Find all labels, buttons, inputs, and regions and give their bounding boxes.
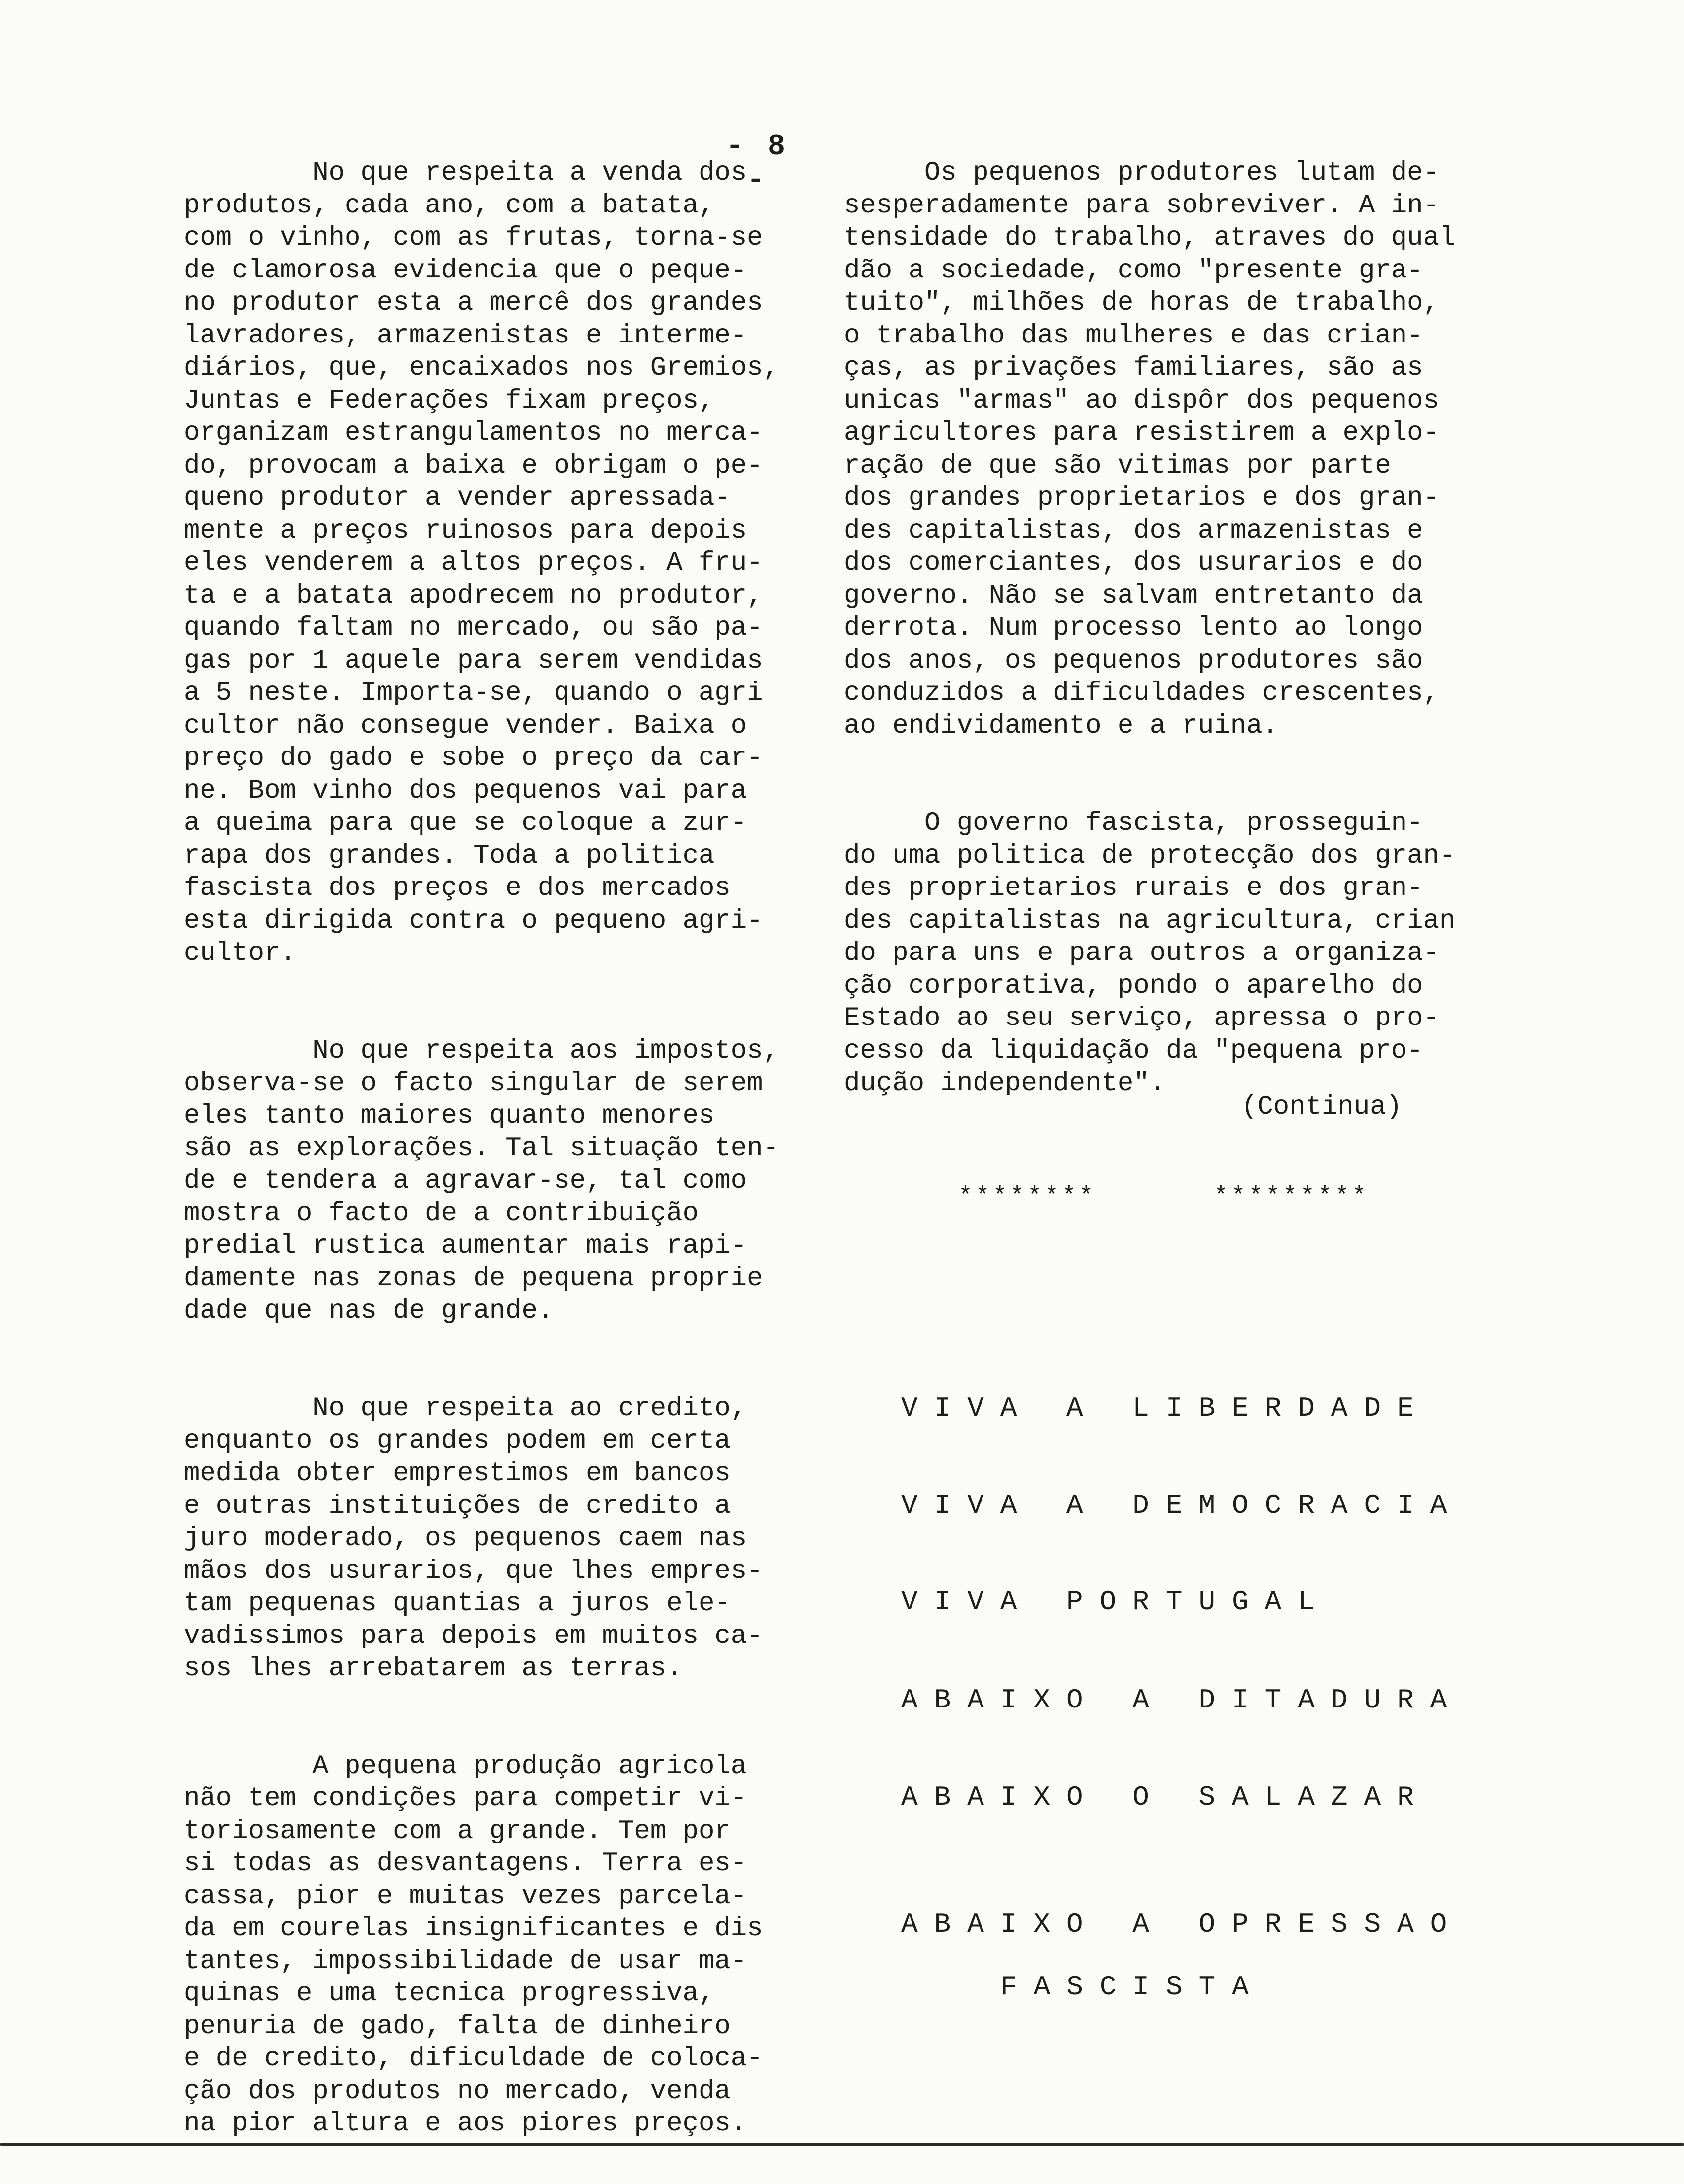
- paragraph-taxes: No que respeita aos impostos, observa-se o facto singular de serem eles tanto maiores quanto menores são as explorações. Tal situação ten- de e tendera a agravar-se, tal como mostra o facto de a contribuição predial rustica aumentar mais rapi- damente nas zonas de pequena proprie dade que nas de grande.: [184, 1035, 779, 1326]
- asterisk-separator-left: ********: [958, 1183, 1097, 1210]
- paragraph-fascist-government: O governo fascista, prosseguin- do uma politica de protecção dos gran- des proprietarios rurais e dos gran- des capitalistas na agricultura, crian do para uns e para outros a organiza- ção corporativa, pondo o aparelho do Estado ao seu serviço, apressa o pro- cesso da liquidação da "pequena pro- dução independente".: [844, 808, 1456, 1098]
- bottom-rule: [0, 2143, 1684, 2146]
- slogan-viva-portugal: VIVA PORTUGAL: [901, 1586, 1331, 1618]
- paragraph-credit: No que respeita ao credito, enquanto os grandes podem em certa medida obter emprestimos em bancos e outras instituições de credito a juro moderado, os pequenos caem nas mãos dos usurarios, que lhes empres- tam pequenas quantias a juros ele- vadissimos para depois em muitos ca- sos lhes arrebatarem as terras.: [184, 1393, 763, 1684]
- paragraph-sale-of-products: No que respeita a venda dos produtos, cada ano, com a batata, com o vinho, com as frutas, torna-se de clamorosa evidencia que o peque- no produtor esta a mercê dos grandes lavradores, armazenistas e interme- diários, que, encaixados nos Gremios, Juntas e Federações fixam preços, organizam estrangulamentos no merca- do, provocam a baixa e obrigam o pe- queno produtor a vender apressada- mente a preços ruinosos para depois eles venderem a altos preços. A fru- ta e a batata apodrecem no produtor, quando faltam no mercado, ou são pa- gas por 1 aquele para serem vendidas a 5 neste. Importa-se, quando o agri cultor não consegue vender. Baixa o preço do gado e sobe o preço da car- ne. Bom vinho dos pequenos vai para a queima para que se coloque a zur- rapa dos grandes. Toda a politica fascista dos preços e dos mercados esta dirigida contra o pequeno agri- cultor.: [184, 158, 779, 968]
- continued-note: (Continua): [1241, 1092, 1403, 1122]
- slogan-viva-democracia: VIVA A DEMOCRACIA: [901, 1490, 1464, 1521]
- left-column: [184, 157, 809, 2140]
- right-column: [844, 157, 1564, 1100]
- slogan-viva-liberdade: VIVA A LIBERDADE: [901, 1392, 1430, 1424]
- page-number: - 8 -: [725, 130, 789, 198]
- slogan-abaixo-salazar: ABAIXO O SALAZAR: [901, 1781, 1430, 1813]
- slogan-abaixo-ditadura: ABAIXO A DITADURA: [901, 1684, 1464, 1716]
- paragraph-small-producers-struggle: Os pequenos produtores lutam de- sesperadamente para sobreviver. A in- tensidade do trabalho, atraves do qual dão a sociedade, como "presente gra- tuito", milhões de horas de trabalho, o trabalho das mulheres e das crian- ças, as privações familiares, são as unicas "armas" ao dispôr dos pequenos agricultores para resistirem a explo- ração de que são vitimas por parte dos grandes proprietarios e dos gran- des capitalistas, dos armazenistas e dos comerciantes, dos usurarios e do governo. Não se salvam entretanto da derrota. Num processo lento ao longo dos anos, os pequenos produtores são conduzidos a dificuldades crescentes, ao endividamento e a ruina.: [844, 158, 1456, 741]
- slogan-fascista: FASCISTA: [1000, 1971, 1265, 2003]
- asterisk-separator-right: *********: [1214, 1183, 1370, 1210]
- slogan-abaixo-opressao: ABAIXO A OPRESSAO: [901, 1909, 1464, 1940]
- paragraph-small-production: A pequena produção agricola não tem condições para competir vi- toriosamente com a grande. Tem por si todas as desvantagens. Terra es- cassa, pior e muitas vezes parcela- da em courelas insignificantes e dis tantes, impossibilidade de usar ma- quinas e uma tecnica progressiva, penuria de gado, falta de dinheiro e de credito, dificuldade de coloca- ção dos produtos no mercado, venda na pior altura e aos piores preços.: [184, 1751, 763, 2139]
